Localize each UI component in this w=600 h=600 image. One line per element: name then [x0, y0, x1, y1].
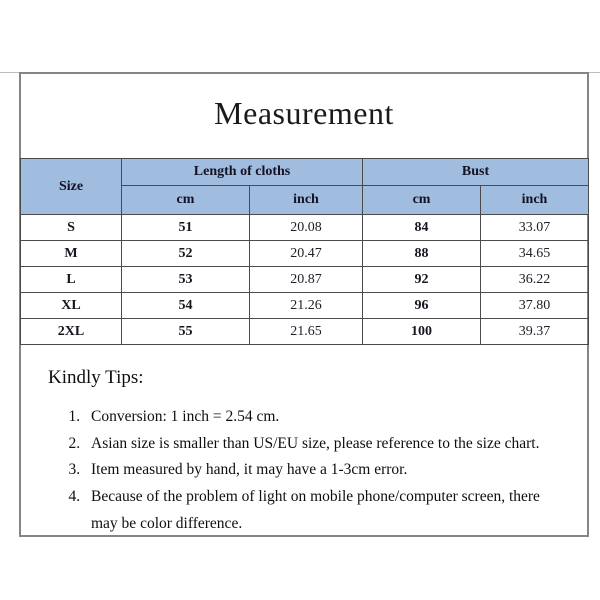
tip-item-color-difference: 4. Because of the problem of light on mobile phone/computer screen, there may be color difference.: [84, 484, 555, 537]
size-cell: 2XL: [21, 319, 122, 345]
bust-cm-cell: 88: [363, 241, 481, 267]
tip-item-conversion: 1. Conversion: 1 inch = 2.54 cm.: [84, 404, 555, 431]
length-cm-cell: 55: [122, 319, 250, 345]
length-inch-cell: 20.47: [250, 241, 363, 267]
bust-cm-cell: 100: [363, 319, 481, 345]
tip-item-measure-error: 3. Item measured by hand, it may have a 1-3cm error.: [84, 457, 555, 484]
length-cm-cell: 54: [122, 293, 250, 319]
tip-item-asian-size: 2. Asian size is smaller than US/EU size, please reference to the size chart.: [84, 431, 555, 458]
size-table: [20, 158, 589, 345]
col-header-length-inch: inch: [250, 186, 363, 215]
bust-cm-cell: 96: [363, 293, 481, 319]
length-cm-cell: 52: [122, 241, 250, 267]
measurement-sheet: [19, 72, 589, 537]
bust-inch-cell: 36.22: [481, 267, 589, 293]
size-cell: M: [21, 241, 122, 267]
col-header-bust-inch: inch: [481, 186, 589, 215]
length-inch-cell: 20.08: [250, 215, 363, 241]
table-row-s: [21, 215, 589, 241]
table-row-2xl: [21, 319, 589, 345]
col-header-bust-cm: cm: [363, 186, 481, 215]
bust-inch-cell: 34.65: [481, 241, 589, 267]
col-header-size: Size: [21, 159, 122, 215]
bust-inch-cell: 39.37: [481, 319, 589, 345]
length-inch-cell: 20.87: [250, 267, 363, 293]
col-group-length-of-cloths: Length of cloths: [122, 159, 363, 186]
bust-cm-cell: 84: [363, 215, 481, 241]
size-cell: L: [21, 267, 122, 293]
page-title: Measurement: [214, 95, 394, 131]
tips-section: [48, 367, 555, 537]
tips-list: [48, 404, 555, 537]
bust-inch-cell: 37.80: [481, 293, 589, 319]
length-inch-cell: 21.26: [250, 293, 363, 319]
table-row-m: [21, 241, 589, 267]
tips-heading: Kindly Tips:: [48, 367, 144, 388]
col-header-length-cm: cm: [122, 186, 250, 215]
bust-inch-cell: 33.07: [481, 215, 589, 241]
size-cell: XL: [21, 293, 122, 319]
size-cell: S: [21, 215, 122, 241]
table-row-xl: [21, 293, 589, 319]
table-header-group-row: [21, 159, 589, 186]
length-cm-cell: 51: [122, 215, 250, 241]
table-row-l: [21, 267, 589, 293]
length-inch-cell: 21.65: [250, 319, 363, 345]
length-cm-cell: 53: [122, 267, 250, 293]
col-group-bust: Bust: [363, 159, 589, 186]
bust-cm-cell: 92: [363, 267, 481, 293]
